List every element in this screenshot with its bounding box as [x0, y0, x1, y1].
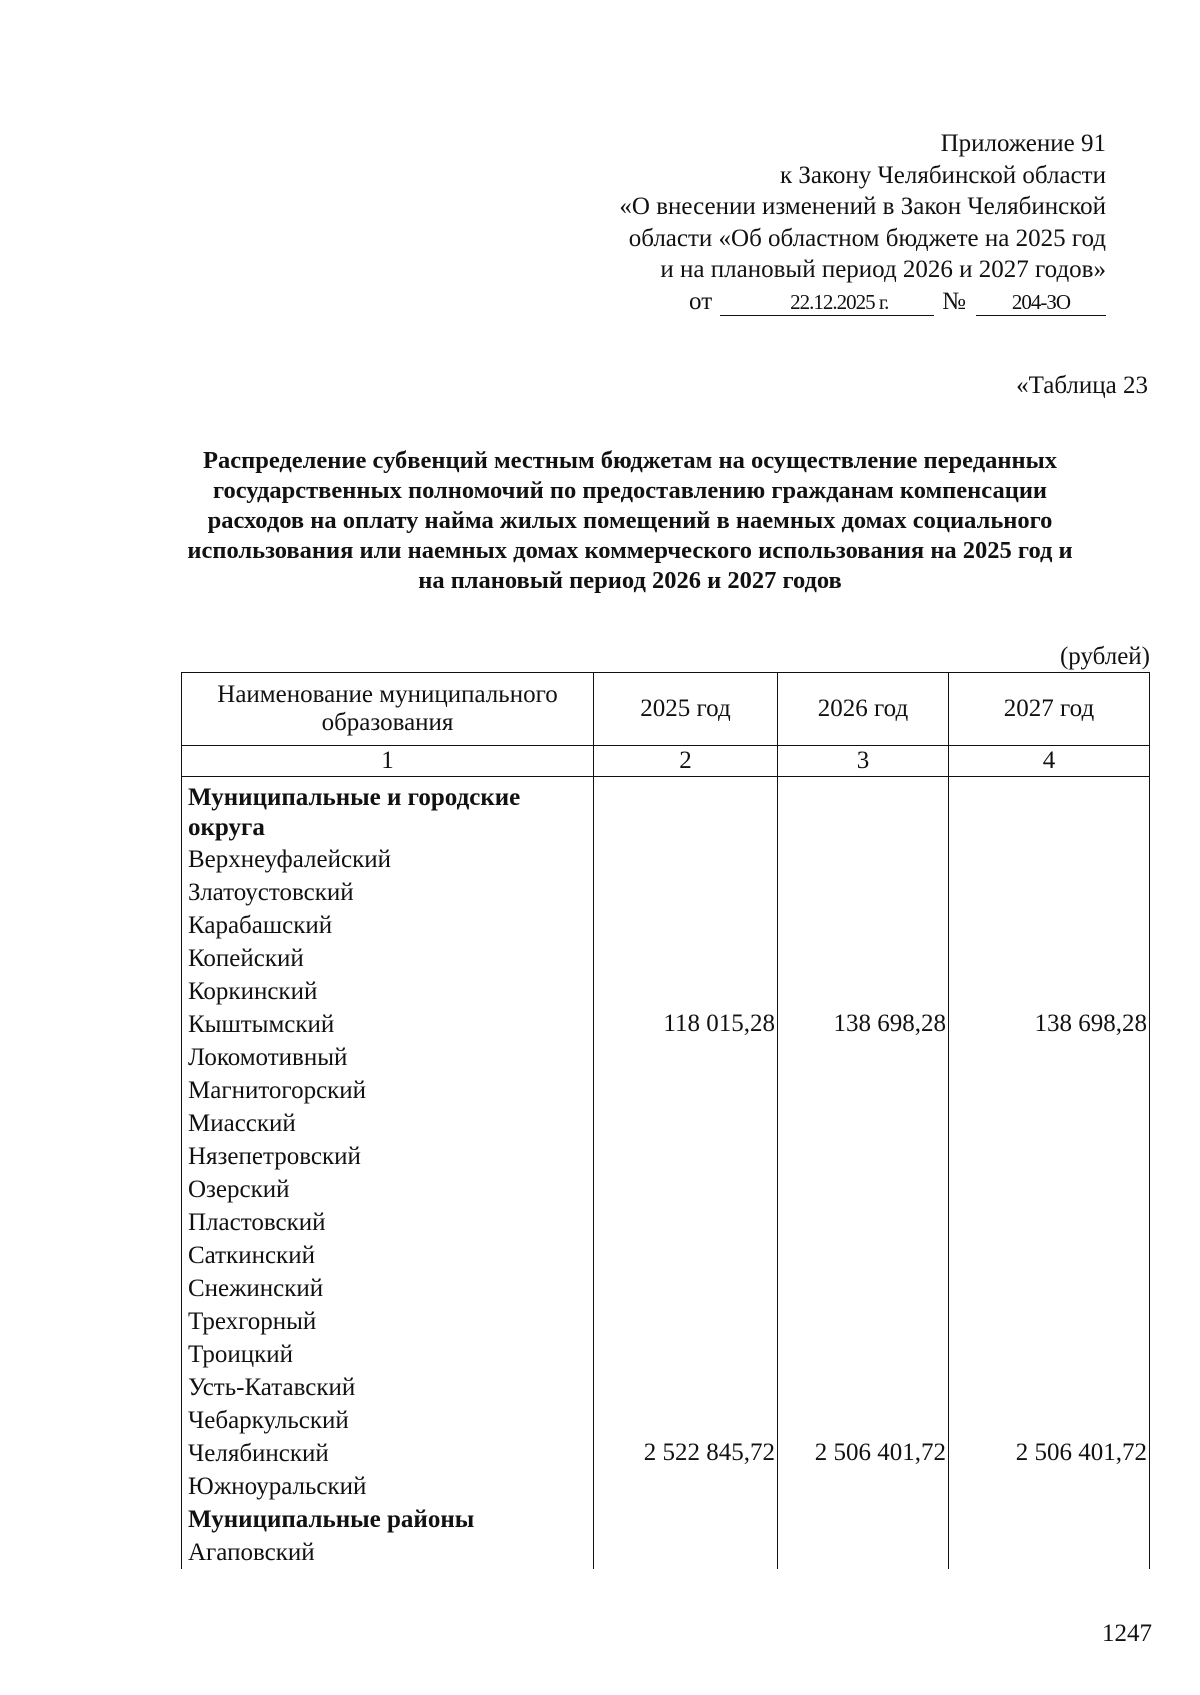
list-item: Кыштымский — [188, 1011, 335, 1038]
heading-line: Распределение субвенций местным бюджетам на осуществление переданных — [203, 447, 1057, 474]
appendix-line: к Закону Челябинской области — [780, 161, 1106, 189]
list-item: Верхнеуфалейский — [188, 846, 391, 873]
subvention-table — [181, 672, 1150, 1569]
column-number-row — [182, 746, 1150, 777]
law-number: 204-ЗО — [976, 289, 1106, 316]
list-item: Нязепетровский — [188, 1143, 361, 1170]
list-item: Трехгорный — [188, 1308, 317, 1335]
list-item: Озерский — [188, 1176, 290, 1203]
column-number: 2 — [594, 746, 778, 777]
municipality-names-cell — [182, 777, 594, 1570]
appendix-line: области «Об областном бюджете на 2025 год — [628, 224, 1106, 252]
number-sign: № — [942, 287, 966, 315]
list-item: Южноуральский — [188, 1473, 367, 1500]
list-item: Карабашский — [188, 912, 333, 939]
appendix-block — [546, 128, 1106, 317]
list-item: Локомотивный — [188, 1044, 348, 1071]
page-number: 1247 — [1102, 1620, 1152, 1647]
value-kyshtym-2025: 118 015,28 — [663, 1010, 775, 1037]
list-item: Челябинский — [188, 1440, 329, 1467]
value-chelyabinsk-2027: 2 506 401,72 — [1015, 1439, 1147, 1466]
header-2027: 2027 год — [949, 673, 1150, 746]
values-2026-cell — [778, 777, 949, 1570]
list-item: Саткинский — [188, 1242, 315, 1269]
list-item: Магнитогорский — [188, 1077, 367, 1104]
value-chelyabinsk-2026: 2 506 401,72 — [814, 1439, 946, 1466]
header-2025: 2025 год — [594, 673, 778, 746]
list-item: Чебаркульский — [188, 1407, 349, 1434]
list-item: Снежинский — [188, 1275, 324, 1302]
appendix-title: Приложение 91 — [940, 130, 1106, 157]
heading-line: использования или наемных домах коммерческого использования на 2025 год и — [187, 537, 1073, 564]
column-number: 1 — [182, 746, 594, 777]
units-label: (рублей) — [1059, 643, 1150, 670]
appendix-line: и на плановый период 2026 и 2027 годов» — [660, 256, 1106, 283]
from-label: от — [689, 287, 713, 315]
values-2025-cell — [594, 777, 778, 1570]
list-item: Копейский — [188, 945, 304, 972]
list-item: Троицкий — [188, 1341, 293, 1368]
list-item: Златоустовский — [188, 879, 354, 906]
table-body-row — [182, 777, 1150, 1570]
list-item: Агаповский — [188, 1539, 315, 1566]
heading-line: расходов на оплату найма жилых помещений в наемных домах социального — [207, 507, 1053, 534]
values-2027-cell — [949, 777, 1150, 1570]
document-heading — [150, 446, 1110, 596]
header-municipality: Наименование муниципального образования — [182, 673, 594, 746]
column-number: 4 — [949, 746, 1150, 777]
heading-line: государственных полномочий по предоставлению гражданам компенсации — [212, 477, 1048, 504]
table-label: «Таблица 23 — [1016, 372, 1148, 399]
value-kyshtym-2026: 138 698,28 — [833, 1010, 946, 1037]
list-item: Усть-Катавский — [188, 1374, 356, 1401]
heading-line: на плановый период 2026 и 2027 годов — [418, 567, 842, 594]
table-header-row — [182, 673, 1150, 746]
header-2026: 2026 год — [778, 673, 949, 746]
section-heading-line: Муниципальные и городские — [188, 784, 521, 811]
appendix-line: «О внесении изменений в Закон Челябинской — [619, 193, 1106, 220]
list-item: Миасский — [188, 1110, 296, 1137]
column-number: 3 — [778, 746, 949, 777]
section-heading: Муниципальные районы — [188, 1506, 475, 1533]
law-date-number — [546, 286, 1106, 318]
value-chelyabinsk-2025: 2 522 845,72 — [643, 1439, 775, 1466]
list-item: Коркинский — [188, 978, 318, 1005]
list-item: Пластовский — [188, 1209, 326, 1236]
value-kyshtym-2027: 138 698,28 — [1034, 1010, 1147, 1037]
section-heading-line: округа — [188, 814, 265, 841]
law-date: 22.12.2025 г. — [720, 289, 934, 316]
